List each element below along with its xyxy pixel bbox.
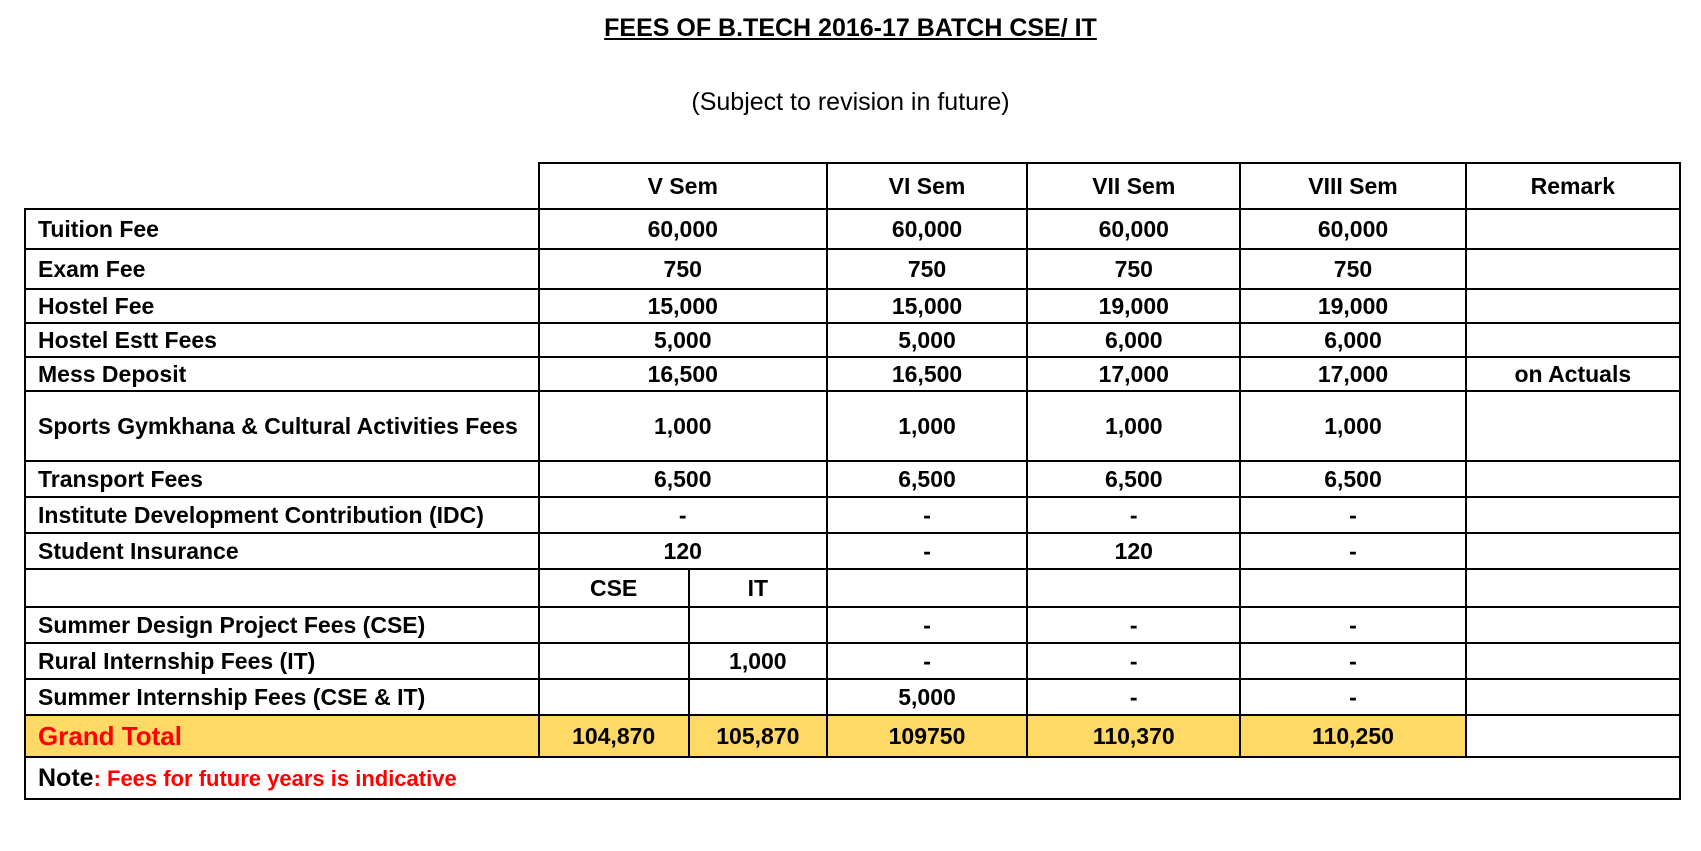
header-corner-cell	[25, 163, 539, 209]
remark-cell	[1466, 289, 1680, 323]
value-cell: 6,500	[539, 461, 827, 497]
row-label: Exam Fee	[25, 249, 539, 289]
split-header-cse: CSE	[539, 569, 689, 607]
split-header-it: IT	[689, 569, 827, 607]
table-row	[25, 497, 1680, 533]
value-cell: 750	[539, 249, 827, 289]
value-cell: 6,000	[1027, 323, 1240, 357]
row-label: Student Insurance	[25, 533, 539, 569]
header-vii-sem: VII Sem	[1027, 163, 1240, 209]
header-viii-sem: VIII Sem	[1240, 163, 1465, 209]
remark-cell	[1466, 391, 1680, 461]
note-text: : Fees for future years is indicative	[93, 765, 457, 791]
header-vi-sem: VI Sem	[827, 163, 1027, 209]
note-row	[25, 757, 1680, 799]
remark-cell	[1466, 607, 1680, 643]
document-title: FEES OF B.TECH 2016-17 BATCH CSE/ IT	[604, 14, 1097, 42]
it-cell	[689, 607, 827, 643]
value-cell: -	[827, 607, 1027, 643]
value-cell: 6,500	[1240, 461, 1465, 497]
row-label: Transport Fees	[25, 461, 539, 497]
value-cell: -	[827, 497, 1027, 533]
cse-cell	[539, 679, 689, 715]
value-cell: -	[539, 497, 827, 533]
value-cell: 750	[827, 249, 1027, 289]
row-label: Summer Internship Fees (CSE & IT)	[25, 679, 539, 715]
row-label: Mess Deposit	[25, 357, 539, 391]
value-cell: 15,000	[539, 289, 827, 323]
grand-total-label: Grand Total	[25, 715, 539, 757]
value-cell: 750	[1027, 249, 1240, 289]
header-v-sem: V Sem	[539, 163, 827, 209]
table-row	[25, 607, 1680, 643]
value-cell: 120	[1027, 533, 1240, 569]
table-row	[25, 209, 1680, 249]
value-cell: -	[1240, 533, 1465, 569]
table-row	[25, 461, 1680, 497]
value-cell: -	[827, 643, 1027, 679]
value-cell: 120	[539, 533, 827, 569]
split-header-blank	[25, 569, 539, 607]
table-row	[25, 679, 1680, 715]
it-cell: 1,000	[689, 643, 827, 679]
value-cell: 1,000	[827, 391, 1027, 461]
grand-total-value: 110,250	[1240, 715, 1465, 757]
value-cell: 1,000	[1240, 391, 1465, 461]
grand-total-value: 109750	[827, 715, 1027, 757]
value-cell: 16,500	[539, 357, 827, 391]
value-cell: -	[827, 533, 1027, 569]
split-header-empty	[1240, 569, 1465, 607]
value-cell: -	[1240, 497, 1465, 533]
row-label: Institute Development Contribution (IDC)	[25, 497, 539, 533]
grand-total-cse: 104,870	[539, 715, 689, 757]
remark-cell	[1466, 533, 1680, 569]
value-cell: 17,000	[1240, 357, 1465, 391]
remark-cell	[1466, 679, 1680, 715]
value-cell: 16,500	[827, 357, 1027, 391]
remark-cell	[1466, 497, 1680, 533]
document-subtitle: (Subject to revision in future)	[691, 88, 1010, 116]
table-row	[25, 357, 1680, 391]
value-cell: -	[1027, 497, 1240, 533]
value-cell: -	[1240, 679, 1465, 715]
value-cell: 60,000	[827, 209, 1027, 249]
value-cell: 1,000	[539, 391, 827, 461]
header-remark: Remark	[1466, 163, 1680, 209]
split-header-row	[25, 569, 1680, 607]
row-label: Tuition Fee	[25, 209, 539, 249]
value-cell: -	[1240, 607, 1465, 643]
grand-total-row	[25, 715, 1680, 757]
it-cell	[689, 679, 827, 715]
fees-table	[24, 162, 1681, 800]
split-header-empty	[1466, 569, 1680, 607]
table-row	[25, 533, 1680, 569]
value-cell: 19,000	[1240, 289, 1465, 323]
value-cell: -	[1027, 679, 1240, 715]
value-cell: 5,000	[827, 323, 1027, 357]
note-label: Note	[38, 763, 94, 792]
remark-cell	[1466, 249, 1680, 289]
value-cell: 17,000	[1027, 357, 1240, 391]
value-cell: 5,000	[539, 323, 827, 357]
table-row	[25, 323, 1680, 357]
value-cell: 6,500	[1027, 461, 1240, 497]
cse-cell	[539, 607, 689, 643]
remark-cell	[1466, 209, 1680, 249]
value-cell: 1,000	[1027, 391, 1240, 461]
grand-total-it: 105,870	[689, 715, 827, 757]
table-row	[25, 643, 1680, 679]
cse-cell	[539, 643, 689, 679]
value-cell: 60,000	[1240, 209, 1465, 249]
remark-cell	[1466, 323, 1680, 357]
value-cell: 6,500	[827, 461, 1027, 497]
remark-cell	[1466, 643, 1680, 679]
row-label: Rural Internship Fees (IT)	[25, 643, 539, 679]
remark-cell	[1466, 715, 1680, 757]
remark-cell: on Actuals	[1466, 357, 1680, 391]
value-cell: 60,000	[539, 209, 827, 249]
table-row	[25, 289, 1680, 323]
value-cell: 6,000	[1240, 323, 1465, 357]
row-label: Hostel Estt Fees	[25, 323, 539, 357]
row-label: Summer Design Project Fees (CSE)	[25, 607, 539, 643]
header-row	[25, 163, 1680, 209]
row-label: Hostel Fee	[25, 289, 539, 323]
note-cell	[25, 757, 1680, 799]
value-cell: 19,000	[1027, 289, 1240, 323]
value-cell: -	[1027, 643, 1240, 679]
value-cell: 5,000	[827, 679, 1027, 715]
split-header-empty	[1027, 569, 1240, 607]
row-label: Sports Gymkhana & Cultural Activities Fees	[25, 391, 539, 461]
split-header-empty	[827, 569, 1027, 607]
value-cell: -	[1240, 643, 1465, 679]
value-cell: 60,000	[1027, 209, 1240, 249]
table-row	[25, 391, 1680, 461]
value-cell: 15,000	[827, 289, 1027, 323]
value-cell: 750	[1240, 249, 1465, 289]
value-cell: -	[1027, 607, 1240, 643]
table-row	[25, 249, 1680, 289]
grand-total-value: 110,370	[1027, 715, 1240, 757]
remark-cell	[1466, 461, 1680, 497]
